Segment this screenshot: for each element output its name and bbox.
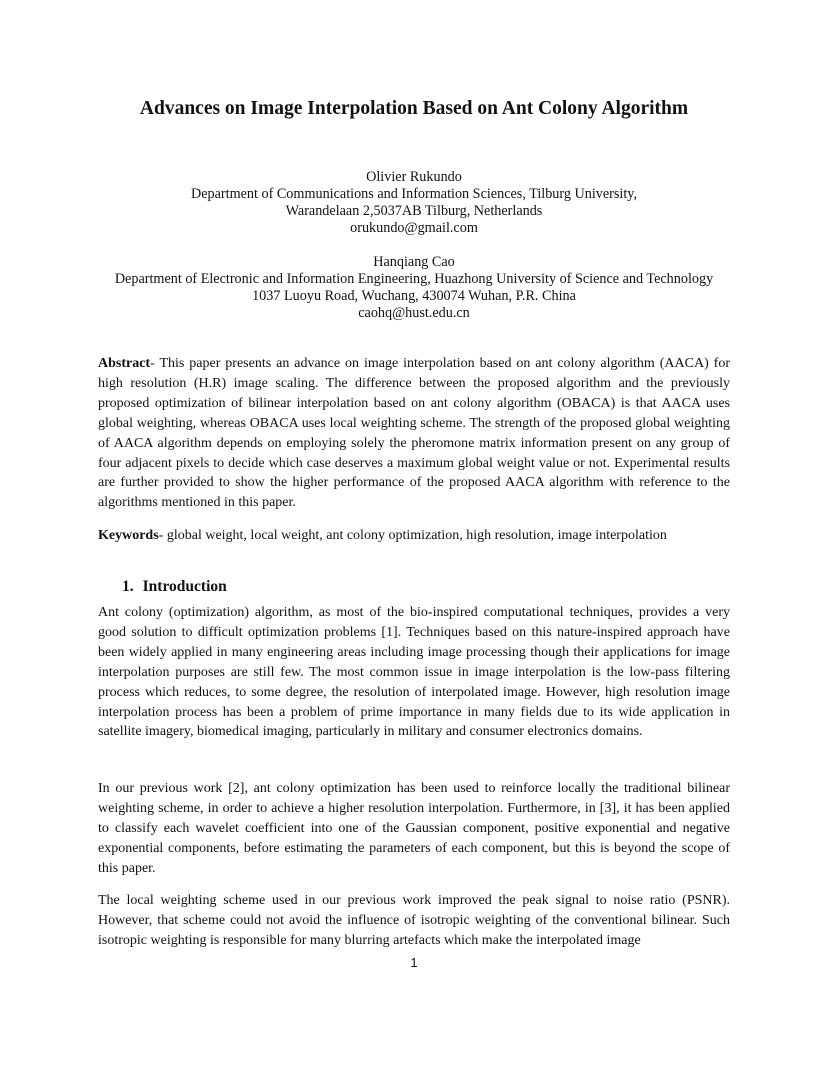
body-paragraph: Ant colony (optimization) algorithm, as most of the bio-inspired computational techniques, provides a very good solution to difficult optimization problems [1]. Techniques based on this nature-inspired approach have been widely applied in many engineering areas including image processing though their applications for image interpolation purposes are still few. The most common issue in image interpolation is the low-pass filtering process which reduces, to some degree, the resolution of interpolated image. However, high resolution image interpolation process has been a problem of prime importance in many fields due to its wide application in satellite imagery, biomedical imaging, particularly in military and consumer electronics domains. (98, 605, 730, 740)
author-address: Warandelaan 2,5037AB Tilburg, Netherlands (285, 203, 543, 219)
section-title: Introduction (142, 578, 227, 595)
author-block-2 (40, 254, 788, 322)
abstract-text: - This paper presents an advance on image interpolation based on ant colony algorithm (AACA) for high resolution (H.R) image scaling. The difference between the proposed algorithm and the previously proposed optimization of bilinear interpolation based on ant colony algorithm (OBACA) is that AACA uses global weighting, whereas OBACA uses local weighting scheme. The strength of the proposed global weighting of AACA algorithm depends on employing solely the pheromone matrix information present on any group of four adjacent pixels to decide which case deserves a maximum global weight value or not. Experimental results are further provided to show the higher performance of the proposed AACA algorithm with reference to the algorithms mentioned in this paper. (98, 356, 730, 511)
author-name: Hanqiang Cao (373, 254, 455, 270)
body-paragraph: In our previous work [2], ant colony optimization has been used to reinforce locally the traditional bilinear weighting scheme, in order to achieve a higher resolution interpolation. Furthermore, in [3], it has been applied to classify each wavelet coefficient into one of the Gaussian component, positive exponential and negative exponential components, before estimating the parameters of each component, but this is beyond the scope of this paper. (98, 781, 730, 876)
body-paragraph: The local weighting scheme used in our previous work improved the peak signal to noise ratio (PSNR). However, that scheme could not avoid the influence of isotropic weighting of the conventional bilinear. Such isotropic weighting is responsible for many blurring artefacts which make the interpolated image (98, 893, 730, 948)
section-heading-introduction (122, 578, 227, 596)
keywords-text: - global weight, local weight, ant colony optimization, high resolution, image interpolation (158, 528, 667, 543)
author-email: caohq@hust.edu.cn (358, 305, 470, 321)
author-email: orukundo@gmail.com (350, 220, 478, 236)
abstract-label: Abstract (98, 356, 151, 371)
keywords-label: Keywords (98, 528, 159, 543)
page-number: 1 (410, 955, 418, 970)
keywords (98, 526, 730, 546)
section-number: 1. (122, 578, 134, 595)
abstract (98, 354, 730, 513)
author-affiliation: Department of Electronic and Information Engineering, Huazhong University of Science and Technology (114, 271, 714, 287)
author-affiliation: Department of Communications and Information Sciences, Tilburg University, (190, 186, 638, 202)
author-name: Olivier Rukundo (366, 169, 462, 185)
author-block-1 (60, 169, 768, 237)
paper-title: Advances on Image Interpolation Based on Ant Colony Algorithm (139, 98, 689, 119)
author-address: 1037 Luoyu Road, Wuchang, 430074 Wuhan, P.R. China (252, 288, 576, 304)
